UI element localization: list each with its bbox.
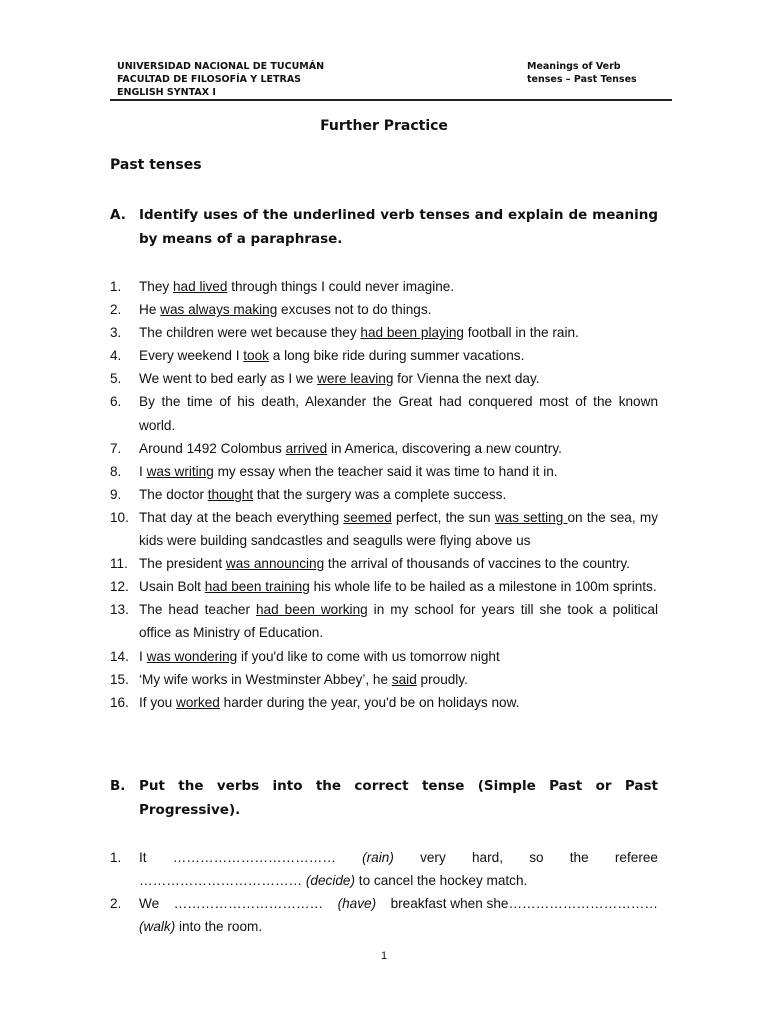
- exercise-word: referee: [614, 850, 658, 865]
- sentence-text: his whole life to be hailed as a milestone in 100m sprints.: [309, 579, 657, 595]
- page-title: Further Practice: [320, 118, 448, 134]
- list-item-number: 4.: [110, 348, 122, 364]
- exercise-word: (rain): [362, 850, 394, 865]
- list-item: [110, 298, 658, 321]
- exercise-text: into the room.: [175, 919, 263, 935]
- exercise-word: so: [529, 850, 544, 865]
- sentence-text: my essay when the teacher said it was time to hand it in.: [213, 463, 558, 479]
- exercise-word: It: [139, 850, 147, 865]
- exercise-word: We: [139, 896, 160, 912]
- underlined-verb: was announcing: [225, 556, 325, 572]
- verb-prompt: (walk): [139, 919, 176, 935]
- sentence-text: They: [139, 279, 173, 294]
- list-item-number: 11.: [110, 556, 128, 572]
- list-item-number: 8.: [110, 463, 122, 479]
- list-item: [110, 645, 658, 668]
- section-b-instructions: Put the verbs into the correct tense (Simple Past or Past Progressive).: [139, 778, 658, 818]
- sentence-text: ‘My wife works in Westminster Abbey’, he: [139, 671, 392, 687]
- exercise-line: [139, 846, 658, 869]
- list-item-number: 10.: [110, 509, 129, 525]
- list-item-number: 16.: [110, 694, 129, 710]
- exercise-number: 1.: [110, 850, 122, 865]
- underlined-verb: said: [391, 671, 417, 687]
- list-item: [110, 691, 658, 714]
- sentence-text: on the sea, my kids were building sandcastles and seagulls were flying above us: [139, 509, 658, 549]
- underlined-verb: had been training: [204, 579, 310, 595]
- list-item-number: 15.: [110, 671, 129, 687]
- sentence-text: He: [139, 302, 161, 318]
- exercise-number: 2.: [110, 896, 122, 912]
- list-item: [110, 552, 658, 575]
- list-item: [110, 460, 658, 483]
- list-item: [110, 437, 658, 460]
- list-item-number: 5.: [110, 371, 122, 387]
- exercise-line: [139, 892, 658, 915]
- underlined-verb: had lived: [173, 279, 228, 294]
- exercise-word: (have): [337, 896, 377, 912]
- sentence-text: Every weekend I: [139, 348, 244, 364]
- section-a-letter: A.: [110, 207, 126, 223]
- sentence-text: for Vienna the next day.: [393, 371, 540, 387]
- sentence-text: If you: [139, 694, 177, 710]
- header-topic-line2: tenses – Past Tenses: [527, 74, 637, 85]
- underlined-verb: had been playing: [360, 325, 464, 341]
- header-faculty: FACULTAD DE FILOSOFÍA Y LETRAS: [117, 74, 302, 85]
- exercise-line: [139, 915, 658, 938]
- exercise-word: the: [569, 850, 589, 865]
- list-item: [110, 575, 658, 598]
- header-course: ENGLISH SYNTAX I: [117, 87, 216, 98]
- answer-blank: ………………………………: [139, 873, 306, 889]
- list-item-number: 13.: [110, 602, 129, 618]
- list-item: [110, 598, 658, 644]
- sentence-text: if you'd like to come with us tomorrow night: [237, 648, 500, 664]
- underlined-verb: took: [243, 348, 269, 364]
- section-a-list: [110, 275, 658, 714]
- underlined-verb: was setting: [494, 509, 568, 525]
- exercise-text: to cancel the hockey match.: [355, 873, 528, 889]
- sentence-text: Usain Bolt: [139, 579, 205, 595]
- sentence-text: harder during the year, you'd be on holidays now.: [219, 694, 520, 710]
- underlined-verb: seemed: [343, 509, 392, 525]
- header-university: UNIVERSIDAD NACIONAL DE TUCUMÁN: [117, 61, 325, 72]
- exercise-item: [110, 892, 658, 938]
- list-item: [110, 506, 658, 552]
- sentence-text: The head teacher: [139, 602, 256, 618]
- underlined-verb: thought: [207, 486, 254, 502]
- exercise-line: [139, 869, 658, 892]
- header-divider: [110, 99, 672, 101]
- section-a-heading: [110, 203, 658, 251]
- sentence-text: I: [139, 648, 147, 664]
- exercise-word: very: [420, 850, 446, 865]
- list-item: [110, 321, 658, 344]
- header-topic-line1: Meanings of Verb: [527, 61, 621, 72]
- section-b-letter: B.: [110, 778, 126, 794]
- list-item-number: 6.: [110, 394, 122, 410]
- underlined-verb: worked: [176, 694, 220, 710]
- sentence-text: the arrival of thousands of vaccines to the country.: [324, 556, 630, 572]
- list-item-number: 14.: [110, 648, 129, 664]
- sentence-text: That day at the beach everything: [139, 509, 344, 525]
- list-item: [110, 668, 658, 691]
- underlined-verb: was always making: [160, 302, 278, 318]
- list-item-number: 1.: [110, 279, 122, 294]
- list-item-number: 3.: [110, 325, 122, 341]
- sentence-text: We went to bed early as I we: [139, 371, 318, 387]
- underlined-verb: was writing: [146, 463, 214, 479]
- list-item: [110, 344, 658, 367]
- sentence-text: Around 1492 Colombus: [139, 440, 286, 456]
- list-item: [110, 367, 658, 390]
- sentence-text: a long bike ride during summer vacations.: [268, 348, 525, 364]
- list-item-number: 12.: [110, 579, 129, 595]
- page-number: 1: [380, 950, 388, 962]
- sentence-text: football in the rain.: [463, 325, 579, 341]
- sentence-text: I: [139, 463, 147, 479]
- sentence-text: The doctor: [139, 486, 208, 502]
- section-a-instructions: Identify uses of the underlined verb tenses and explain de meaning by means of a paraphrase.: [139, 207, 658, 247]
- underlined-verb: was wondering: [146, 648, 238, 664]
- sentence-text: in my school for years till she took a political office as Ministry of Education.: [139, 602, 658, 641]
- header-topic: [527, 60, 637, 86]
- sentence-text: excuses not to do things.: [277, 302, 432, 318]
- exercise-item: [110, 846, 658, 892]
- list-item-number: 2.: [110, 302, 122, 318]
- underlined-verb: were leaving: [317, 371, 394, 387]
- header-institution: [117, 60, 324, 99]
- sentence-text: that the surgery was a complete success.: [253, 486, 507, 502]
- underlined-verb: arrived: [285, 440, 328, 456]
- answer-blank: breakfast when she……………………………: [390, 896, 658, 912]
- list-item: [110, 483, 658, 506]
- sentence-text: The president: [139, 556, 226, 572]
- answer-blank: ……………………………: [173, 896, 324, 912]
- list-item-number: 7.: [110, 440, 122, 456]
- sentence-text: perfect, the sun: [391, 509, 495, 525]
- sentence-text: The children were wet because they: [139, 325, 361, 341]
- section-b-heading: [110, 774, 658, 822]
- page-subtitle: Past tenses: [110, 157, 202, 173]
- sentence-text: proudly.: [416, 671, 468, 687]
- list-item: [110, 275, 658, 298]
- answer-blank: ………………………………: [172, 850, 336, 865]
- section-b-list: [110, 846, 658, 938]
- verb-prompt: (decide): [305, 873, 356, 889]
- list-item-number: 9.: [110, 486, 122, 502]
- sentence-text: By the time of his death, Alexander the Great had conquered most of the known world.: [139, 394, 658, 433]
- exercise-word: hard,: [471, 850, 503, 865]
- underlined-verb: had been working: [255, 602, 368, 618]
- sentence-text: through things I could never imagine.: [227, 279, 455, 294]
- sentence-text: in America, discovering a new country.: [327, 440, 562, 456]
- list-item: [110, 390, 658, 436]
